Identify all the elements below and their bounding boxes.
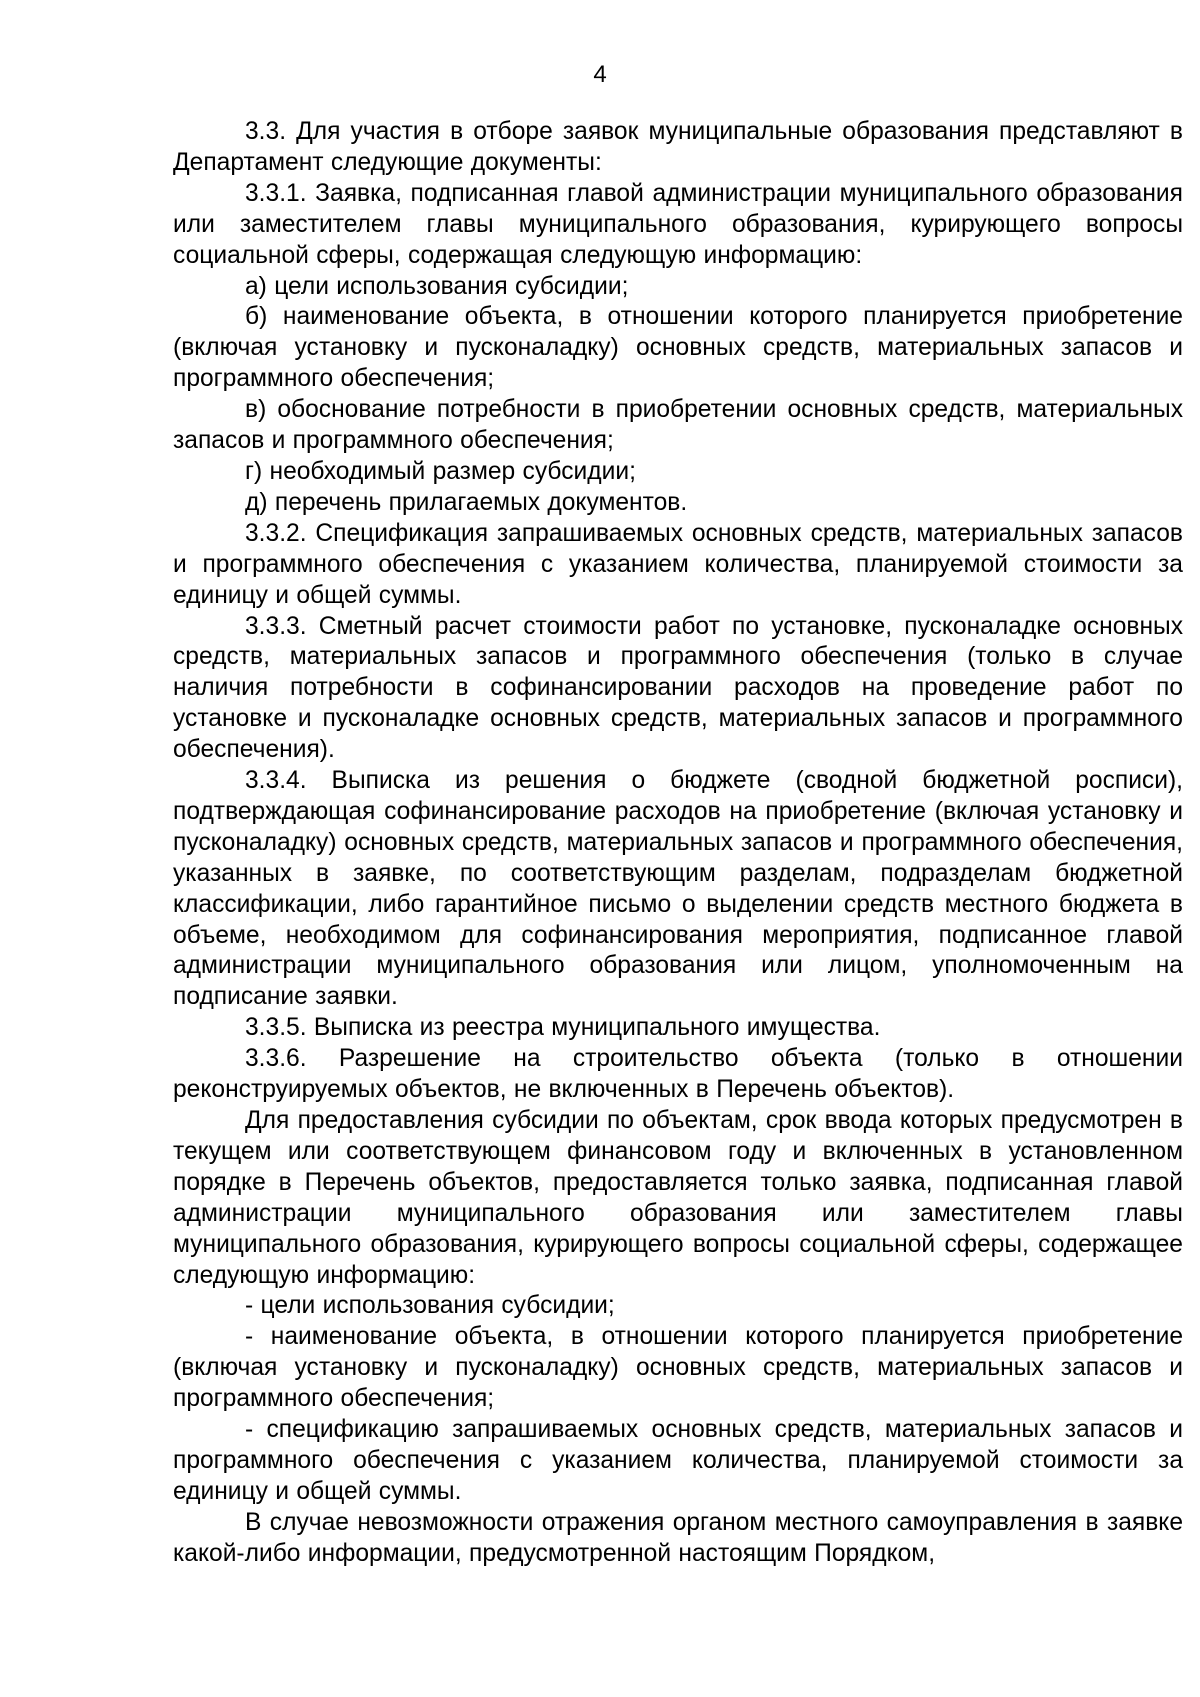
paragraph-impossibility: В случае невозможности отражения органом местного самоуправления в заявке какой-либо информации, предусмотренной настоящим Порядком, [173,1508,1183,1567]
paragraph-subsidy-objects: Для предоставления субсидии по объектам, срок ввода которых предусмотрен в текущем или соответствующем финансовом году и включенных в установленном порядке в Перечень объектов, предоставляется только заявка, подписанная главой администрации муниципального образования или заместителем главы муниципального образования, курирующего вопросы социальной сферы, содержащее следующую информацию: [173,1107,1183,1289]
paragraph-3-3-6: 3.3.6. Разрешение на строительство объекта (только в отношении реконструируемых объектов, не включенных в Перечень объектов). [173,1045,1183,1104]
paragraph-3-3-4: 3.3.4. Выписка из решения о бюджете (сводной бюджетной росписи), подтверждающая софинансирование расходов на приобретение (включая установку и пусконаладку) основных средств, материальных запасов и программного обеспечения, указанных в заявке, по соответствующим разделам, подразделам бюджетной классификации, либо гарантийное письмо о выделении средств местного бюджета в объеме, необходимом для софинансирования мероприятия, подписанное главой администрации муниципального образования или лицом, уполномоченным на подписание заявки. [173,767,1183,1011]
list-item-g: г) необходимый размер субсидии; [245,457,636,485]
paragraph-3-3: 3.3. Для участия в отборе заявок муниципальные образования представляют в Департамент следующие документы: [173,118,1183,176]
dash-item-goals: - цели использования субсидии; [245,1292,615,1320]
paragraph-3-3-3: 3.3.3. Сметный расчет стоимости работ по установке, пусконаладке основных средств, материальных запасов и программного обеспечения (только в случае наличия потребности в софинансировании расходов на проведение работ по установке и пусконаладке основных средств, материальных запасов и программного обеспечения). [173,612,1183,764]
dash-item-specification: - спецификацию запрашиваемых основных средств, материальных запасов и программного обеспечения с указанием количества, планируемой стоимости за единицу и общей суммы. [173,1416,1183,1505]
list-item-d: д) перечень прилагаемых документов. [245,488,688,516]
page-number: 4 [593,61,607,88]
paragraph-3-3-2: 3.3.2. Спецификация запрашиваемых основных средств, материальных запасов и программного обеспечения с указанием количества, планируемой стоимости за единицу и общей суммы. [173,519,1183,609]
paragraph-3-3-1: 3.3.1. Заявка, подписанная главой администрации муниципального образования или заместителем главы муниципального образования, курирующего вопросы социальной сферы, содержащая следующую информацию: [173,179,1183,269]
paragraph-3-3-5: 3.3.5. Выписка из реестра муниципального имущества. [245,1014,881,1042]
dash-item-object-name: - наименование объекта, в отношении которого планируется приобретение (включая установку и пусконаладку) основных средств, материальных запасов и программного обеспечения; [173,1323,1183,1413]
list-item-v: в) обоснование потребности в приобретении основных средств, материальных запасов и программного обеспечения; [173,396,1183,455]
list-item-a: а) цели использования субсидии; [245,272,629,300]
document-body [173,117,1183,1570]
list-item-b: б) наименование объекта, в отношении которого планируется приобретение (включая установку и пусконаладку) основных средств, материальных запасов и программного обеспечения; [173,303,1183,393]
